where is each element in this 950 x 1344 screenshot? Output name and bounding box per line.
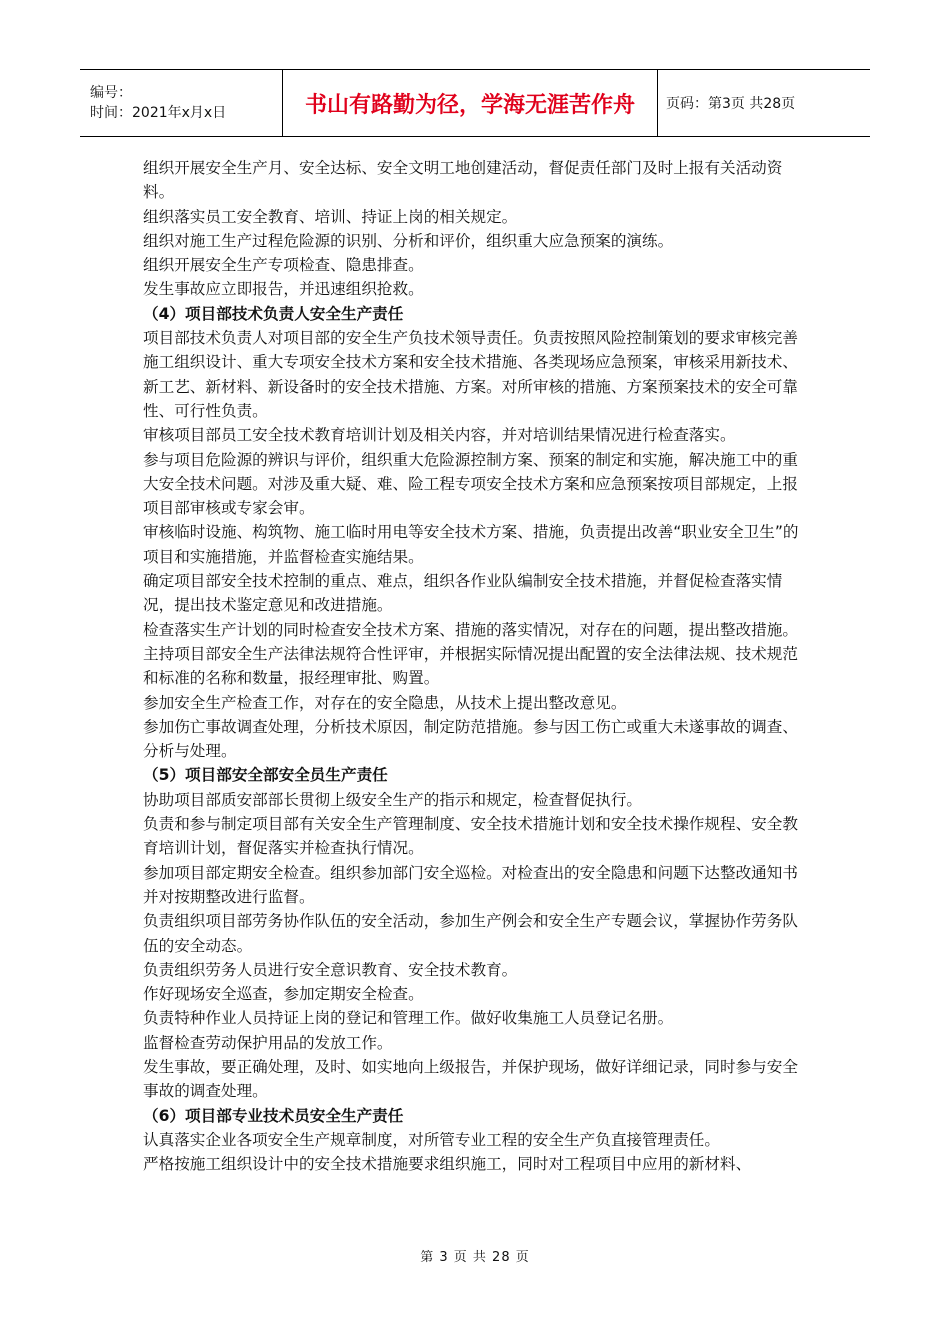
- header-meta: [80, 70, 283, 136]
- body-paragraph: 认真落实企业各项安全生产规章制度，对所管专业工程的安全生产负直接管理责任。: [143, 1130, 720, 1149]
- document-body: [143, 156, 813, 1176]
- body-paragraph: 参与项目危险源的辨识与评价，组织重大危险源控制方案、预案的制定和实施，解决施工中的重大安全技术问题。对涉及重大疑、难、险工程专项安全技术方案和应急预案按项目部规定，上报项目部审核或专家会审。: [143, 450, 798, 518]
- body-paragraph: 组织开展安全生产专项检查、隐患排查。: [143, 256, 424, 275]
- header-page-info: 页码：第3页 共28页: [666, 96, 796, 112]
- body-paragraph: 监督检查劳动保护用品的发放工作。: [143, 1033, 393, 1052]
- body-paragraph: 确定项目部安全技术控制的重点、难点，组织各作业队编制安全技术措施，并督促检查落实情况，提出技术鉴定意见和改进措施。: [143, 572, 783, 615]
- body-paragraph: 负责特种作业人员持证上岗的登记和管理工作。做好收集施工人员登记名册。: [143, 1009, 674, 1028]
- body-paragraph: 参加伤亡事故调查处理，分析技术原因，制定防范措施。参与因工伤亡或重大未遂事故的调查、分析与处理。: [143, 717, 798, 761]
- document-number-label: 编号：: [90, 85, 132, 101]
- body-paragraph: 组织对施工生产过程危险源的识别、分析和评价，组织重大应急预案的演练。: [143, 231, 674, 250]
- body-paragraph: 主持项目部安全生产法律法规符合性评审，并根据实际情况提出配置的安全法律法规、技术规范和标准的名称和数量，报经理审批、购置。: [143, 644, 798, 688]
- body-paragraph: 参加安全生产检查工作，对存在的安全隐患，从技术上提出整改意见。: [143, 693, 627, 712]
- body-paragraph: 项目部技术负责人对项目部的安全生产负技术领导责任。负责按照风险控制策划的要求审核完善施工组织设计、重大专项安全技术方案和安全技术措施、各类现场应急预案，审核采用新技术、新工艺、新材料、新设备时的安全技术措施、方案。对所审核的措施、方案预案技术的安全可靠性、可行性负责。: [143, 329, 798, 420]
- header-page-cell: [658, 70, 870, 136]
- page-footer: 第 3 页 共 28 页: [420, 1250, 530, 1265]
- body-paragraph: 负责组织项目部劳务协作队伍的安全活动，参加生产例会和安全生产专题会议，掌握协作劳务队伍的安全动态。: [143, 912, 798, 955]
- document-time-label: 时间：2021年x月x日: [90, 105, 227, 121]
- body-paragraph: 协助项目部质安部部长贯彻上级安全生产的指示和规定，检查督促执行。: [143, 790, 643, 809]
- section-heading: （4）项目部技术负责人安全生产责任: [143, 304, 404, 323]
- body-paragraph: 发生事故，要正确处理，及时、如实地向上级报告，并保护现场，做好详细记录，同时参与安全事故的调查处理。: [143, 1057, 798, 1101]
- section-heading: （6）项目部专业技术员安全生产责任: [143, 1106, 404, 1125]
- body-paragraph: 组织开展安全生产月、安全达标、安全文明工地创建活动，督促责任部门及时上报有关活动资料。: [143, 159, 783, 202]
- body-paragraph: 参加项目部定期安全检查。组织参加部门安全巡检。对检查出的安全隐患和问题下达整改通知书并对按期整改进行监督。: [143, 863, 798, 906]
- body-paragraph: 负责组织劳务人员进行安全意识教育、安全技术教育。: [143, 960, 518, 979]
- section-heading: （5）项目部安全部安全员生产责任: [143, 766, 388, 785]
- body-paragraph: 严格按施工组织设计中的安全技术措施要求组织施工，同时对工程项目中应用的新材料、: [143, 1155, 752, 1174]
- body-paragraph: 检查落实生产计划的同时检查安全技术方案、措施的落实情况，对存在的问题，提出整改措施。: [143, 620, 798, 639]
- body-paragraph: 作好现场安全巡查，参加定期安全检查。: [143, 985, 424, 1004]
- body-paragraph: 组织落实员工安全教育、培训、持证上岗的相关规定。: [143, 207, 518, 226]
- body-paragraph: 发生事故应立即报告，并迅速组织抢救。: [143, 280, 424, 299]
- body-paragraph: 负责和参与制定项目部有关安全生产管理制度、安全技术措施计划和安全技术操作规程、安全教育培训计划，督促落实并检查执行情况。: [143, 815, 798, 858]
- document-header: [80, 69, 870, 137]
- body-paragraph: 审核项目部员工安全技术教育培训计划及相关内容，并对培训结果情况进行检查落实。: [143, 426, 736, 445]
- header-motto: 书山有路勤为径，学海无涯苦作舟: [304, 92, 635, 118]
- body-paragraph: 审核临时设施、构筑物、施工临时用电等安全技术方案、措施，负责提出改善“职业安全卫生”的项目和实施措施，并监督检查实施结果。: [143, 523, 799, 566]
- header-motto-cell: [283, 70, 658, 136]
